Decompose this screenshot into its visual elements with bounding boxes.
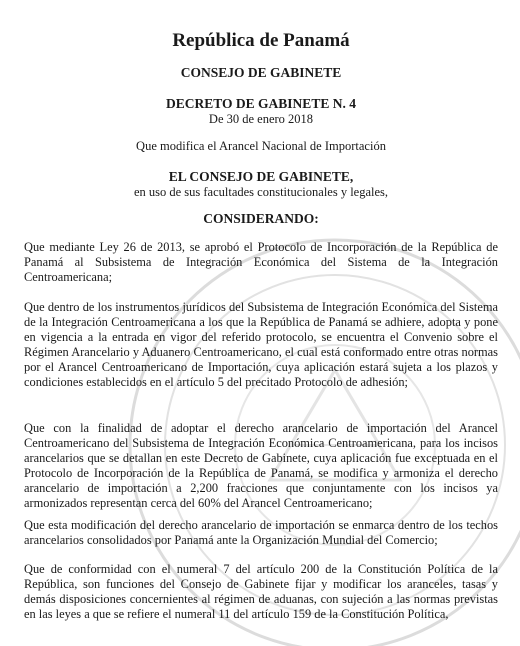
considering-paragraph: Que esta modificación del derecho arancelario de importación se enmarca dentro de los techos arancelarios consolidados por Panamá ante la Organización Mundial del Comercio; [24,518,498,547]
considering-paragraph: Que de conformidad con el numeral 7 del artículo 200 de la Constitución Política de la República, son funciones del Consejo de Gabinete fijar y modificar los aranceles, tasas y demás disposiciones concernientes al régimen de aduanas, con sujeción a las normas previstas en las leyes a que se refiere el numeral 11 del artículo 159 de la Constitución Política, [24,562,498,621]
council-heading: CONSEJO DE GABINETE [180,65,342,80]
decree-date: De 30 de enero 2018 [208,112,314,126]
considering-paragraph: Que con la finalidad de adoptar el derecho arancelario de importación del Arancel Centroamericano del Subsistema de Integración Económica Centroamericana, para los incisos arancelarios que se detallan en este Decreto de Gabinete, cuya aplicación fue exceptuada en el Protocolo de Incorporación de la República de Panamá, se modifica y armoniza el derecho arancelario de importación a 2,200 fracciones que conjuntamente con los incisos ya armonizados representan cerca del 60% del Arancel Centroamericano; [24,421,498,510]
considering-heading: CONSIDERANDO: [203,211,319,226]
decree-number: DECRETO DE GABINETE N. 4 [166,96,356,111]
document-title: República de Panamá [172,30,350,51]
decree-subject: Que modifica el Arancel Nacional de Importación [136,139,386,153]
considering-paragraph: Que mediante Ley 26 de 2013, se aprobó el Protocolo de Incorporación de la República de Panamá al Subsistema de Integración Económica del Sistema de la Integración Centroamericana; [24,240,498,284]
issuing-body: EL CONSEJO DE GABINETE, [168,169,354,184]
considering-paragraph: Que dentro de los instrumentos jurídicos del Subsistema de Integración Económica del Sistema de la Integración Centroamericana a los que la República de Panamá se adhiere, adopta y pone en vigencia a la entrada en vigor del referido protocolo, se encuentra el Convenio sobre el Régimen Arancelario y Aduanero Centroamericano, el cual está conformado entre otras normas por el Arancel Centroamericano de Importación, cuya aplicación estará sujeta a los plazos y condiciones establecidos en el artículo 5 del precitado Protocolo de adhesión; [24,300,498,389]
powers-statement: en uso de sus facultades constitucionales y legales, [133,185,389,199]
